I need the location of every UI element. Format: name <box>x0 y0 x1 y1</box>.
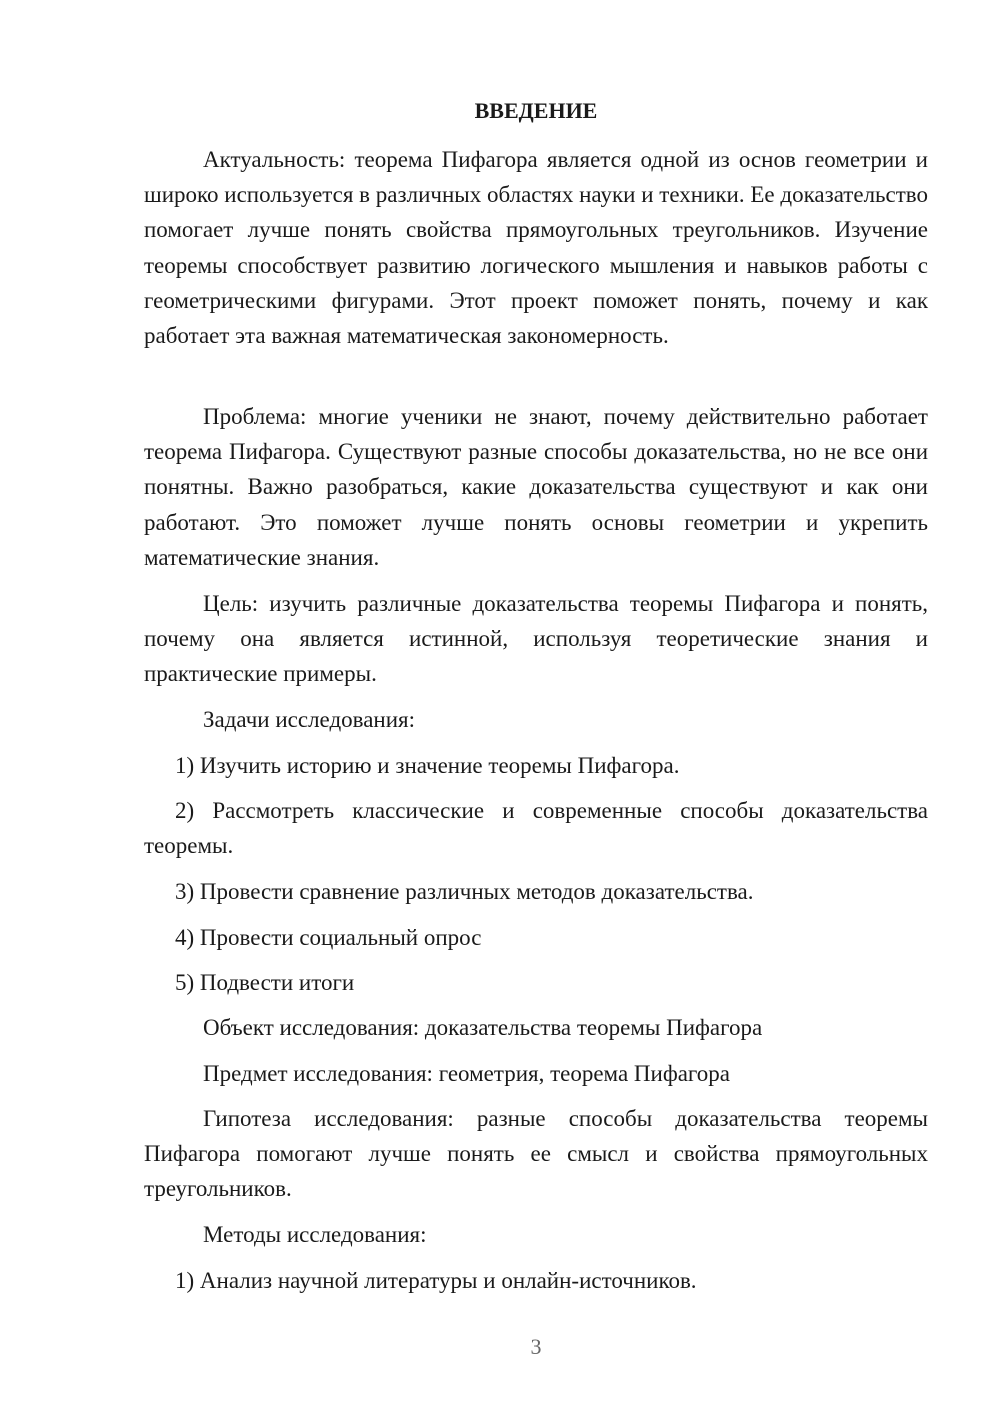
paragraph-goal: Цель: изучить различные доказательства теоремы Пифагора и понять, почему она является истинной, используя теоретические знания и практические примеры. <box>144 591 928 687</box>
paragraph-problem: Проблема: многие ученики не знают, почему действительно работает теорема Пифагора. Существуют разные способы доказательства, но не все они понятны. Важно разобраться, какие доказательства существуют и как они работают. Это поможет лучше понять основы геометрии и укрепить математические знания. <box>144 404 928 570</box>
task-item-5: 5) Подвести итоги <box>175 970 355 995</box>
task-item-2: 2) Рассмотреть классические и современные способы доказательства теоремы. <box>144 798 928 859</box>
paragraph-hypothesis: Гипотеза исследования: разные способы доказательства теоремы Пифагора помогают лучше понять ее смысл и свойства прямоугольных треугольников. <box>144 1106 928 1202</box>
paragraph-methods-title: Методы исследования: <box>203 1222 427 1247</box>
paragraph-tasks-title: Задачи исследования: <box>203 707 416 732</box>
section-heading: ВВЕДЕНИЕ <box>474 98 598 123</box>
paragraph-object: Объект исследования: доказательства теоремы Пифагора <box>203 1015 763 1040</box>
paragraph-subject: Предмет исследования: геометрия, теорема Пифагора <box>203 1061 731 1086</box>
page-number: 3 <box>530 1334 542 1359</box>
method-item-1: 1) Анализ научной литературы и онлайн-источников. <box>175 1268 697 1293</box>
paragraph-relevance: Актуальность: теорема Пифагора является одной из основ геометрии и широко используется в различных областях науки и техники. Ее доказательство помогает лучше понять свойства прямоугольных треугольников. Изучение теоремы способствует развитию логического мышления и навыков работы с геометрическими фигурами. Этот проект поможет понять, почему и как работает эта важная математическая закономерность. <box>144 147 928 349</box>
task-item-1: 1) Изучить историю и значение теоремы Пифагора. <box>175 753 680 778</box>
task-item-3: 3) Провести сравнение различных методов доказательства. <box>175 879 754 904</box>
task-item-4: 4) Провести социальный опрос <box>175 925 482 950</box>
